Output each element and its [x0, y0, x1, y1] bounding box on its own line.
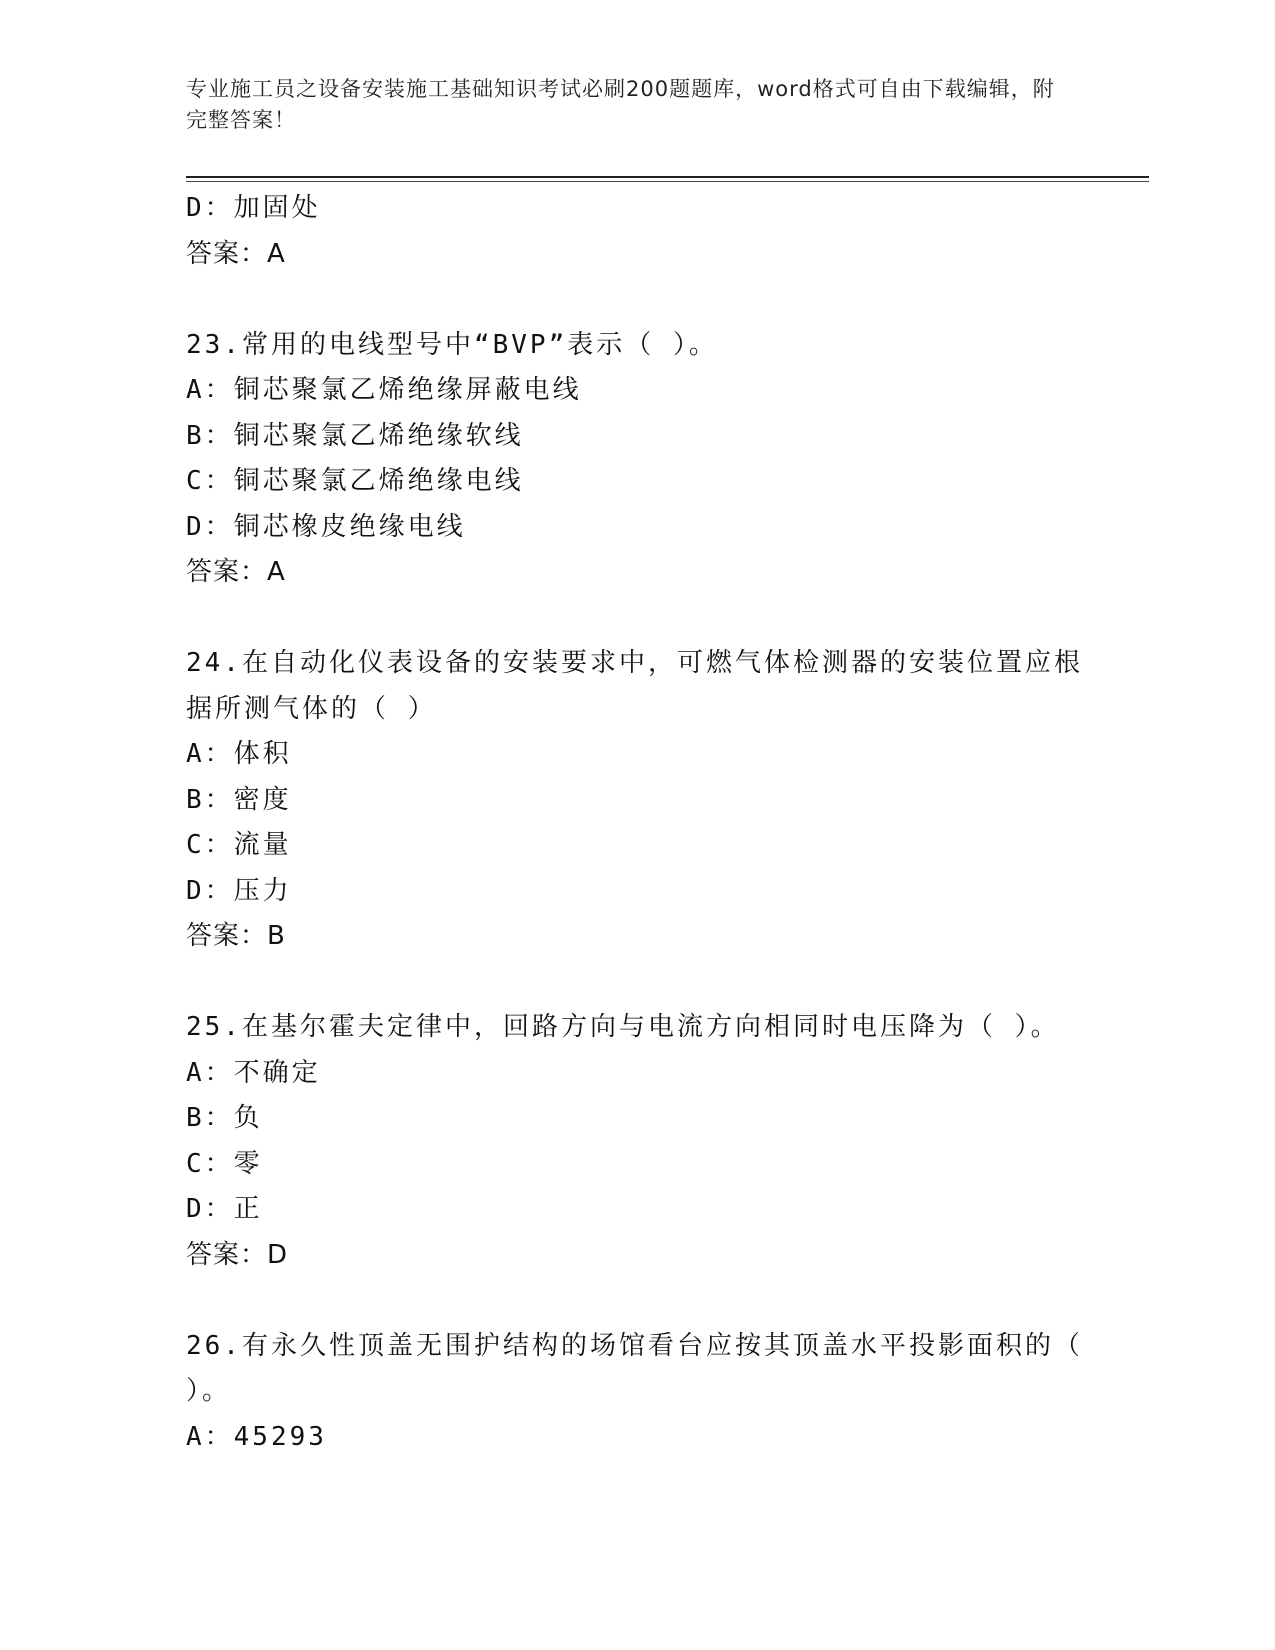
- question-24: [186, 641, 1086, 960]
- option-a: A：不确定: [186, 1057, 321, 1088]
- option-a: A：铜芯聚氯乙烯绝缘屏蔽电线: [186, 375, 582, 405]
- spacer: [186, 596, 1086, 642]
- header-rule-thin: [186, 181, 1149, 182]
- option-a: A：体积: [186, 739, 292, 769]
- header-rule-thick: [186, 176, 1149, 178]
- option-c: C：流量: [186, 830, 292, 860]
- option-d: D：正: [186, 1194, 263, 1224]
- answer-line: 答案：B: [186, 921, 286, 951]
- question-list: [186, 186, 1102, 1460]
- question-stem: 25.在基尔霍夫定律中，回路方向与电流方向相同时电压降为（ ）。: [186, 1012, 1060, 1042]
- option-d: D：铜芯橡皮绝缘电线: [186, 511, 466, 542]
- answer-line: 答案：D: [186, 1239, 289, 1270]
- spacer: [186, 277, 1086, 323]
- answer-line: 答案：A: [186, 557, 286, 587]
- option-d: D：加固处: [186, 193, 321, 223]
- option-d: D：压力: [186, 875, 292, 906]
- page-header: 专业施工员之设备安装施工基础知识考试必刷200题题库，word格式可自由下载编辑，附完整答案！: [186, 77, 1055, 132]
- option-b: B：负: [186, 1103, 263, 1133]
- spacer: [186, 960, 1086, 1006]
- question-fragment: [186, 186, 1086, 277]
- option-a: A：45293: [186, 1421, 327, 1452]
- question-25: [186, 1005, 1086, 1278]
- option-c: C：铜芯聚氯乙烯绝缘电线: [186, 466, 524, 496]
- option-c: C：零: [186, 1148, 263, 1179]
- option-b: B：密度: [186, 784, 292, 815]
- question-stem: 23.常用的电线型号中“BVP”表示（ ）。: [186, 329, 718, 360]
- question-23: [186, 323, 1086, 596]
- question-26: [186, 1324, 1102, 1461]
- question-stem: 24.在自动化仪表设备的安装要求中，可燃气体检测器的安装位置应根据所测气体的（ ）: [186, 648, 1083, 724]
- option-b: B：铜芯聚氯乙烯绝缘软线: [186, 420, 524, 451]
- question-stem: 26.有永久性顶盖无围护结构的场馆看台应按其顶盖水平投影面积的（ ）。: [186, 1330, 1102, 1406]
- answer-line: 答案：A: [186, 238, 286, 269]
- spacer: [186, 1278, 1086, 1324]
